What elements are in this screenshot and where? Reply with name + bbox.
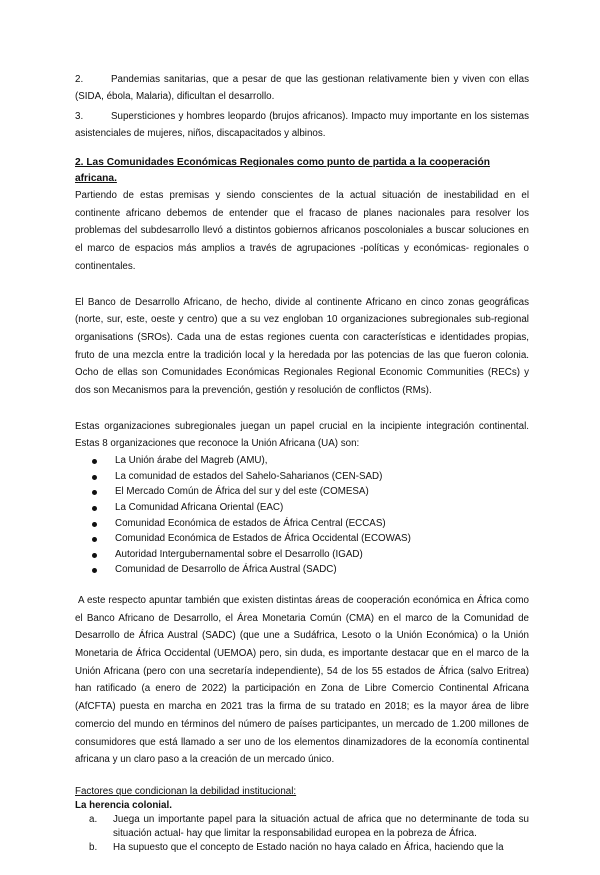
paragraph: El Banco de Desarrollo Africano, de hecho, divide al continente Africano en cinco zonas geográficas (norte, sur, este, oeste y centro) que a su vez engloban 10 organizaciones subregionales sub-regional organisations (SROs). Cada una de estas regiones cuenta con características e identidades propias, fruto de una mezcla entre la tradición local y la heredada por las potencias de las que fueron colonia. Ocho de ellas son Comunidades Económicas Regionales Regional Economic Communities (RECs) y dos son Mecanismos para la prevención, gestión y resolución de conflictos (RMs). [75, 296, 529, 397]
colonial-heading: La herencia colonial. [75, 799, 172, 811]
list-item: El Mercado Común de África del sur y del este (COMESA) [75, 484, 529, 500]
paragraph: Partiendo de estas premisas y siendo conscientes de la actual situación de inestabilidad en el continente africano debemos de entender que el fracaso de planes nacionales para resolver los problemas del subdesarrollo llevó a distintos gobiernos africanos poscoloniales a buscar soluciones en el marco de espacios más amplios a través de agrupaciones -políticas y económicas- regionales o continentales. [75, 190, 529, 272]
item-marker: b. [89, 841, 98, 853]
paragraph: Estas organizaciones subregionales juegan un papel crucial en la incipiente integración continental. Estas 8 organizaciones que reconoce la Unión Africana (UA) son: [75, 420, 529, 450]
item-text: Supersticiones y hombres leopardo (brujos africanos). Impacto muy importante en los sistemas asistenciales de mujeres, niños, discapacitados y albinos. [75, 111, 529, 139]
list-item: La Unión árabe del Magreb (AMU), [75, 453, 529, 469]
list-item: La Comunidad Africana Oriental (EAC) [75, 500, 529, 516]
section-heading: 2. Las Comunidades Económicas Regionales como punto de partida a la cooperación africana. [75, 157, 490, 184]
item-number: 2. [75, 74, 84, 85]
item-marker: a. [89, 813, 98, 825]
list-item [75, 813, 529, 841]
item-text: Ha supuesto que el concepto de Estado nación no haya calado en África, haciendo que la [113, 841, 504, 853]
numbered-item [75, 71, 529, 105]
numbered-item [75, 108, 529, 142]
colonial-list [75, 813, 529, 855]
factors-heading: Factores que condicionan la debilidad institucional: [75, 785, 297, 797]
paragraph: A este respecto apuntar también que existen distintas áreas de cooperación económica en África como el Banco Africano de Desarrollo, el Área Monetaria Común (CMA) en el marco de la Comunidad de Desarrollo de África Austral (SADC) (que une a Sudáfrica, Lesoto o la Unión Económica) o la Unión Monetaria de África Occidental (UEMOA) pero, sin duda, es importante destacar que en el marco de la Unión Africana (pero con una secretaría independiente), 54 de los 55 estados de África (salvo Eritrea) han ratificado (a enero de 2022) la participación en Zona de Libre Comercio Continental Africana (AfCFTA) puesta en marcha en 2021 tras la firma de su tratado en 2018; es la mayor área de libre comercio del mundo en términos del número de países participantes, un mercado de 1.200 millones de consumidores que está llamado a ser uno de los elementos dinamizadores de la economía continental africana y un claro paso a la creación de un mercado único. [75, 594, 529, 766]
list-item: Autoridad Intergubernamental sobre el Desarrollo (IGAD) [75, 547, 529, 563]
list-item: Comunidad Económica de Estados de África Occidental (ECOWAS) [75, 531, 529, 547]
list-item: Comunidad de Desarrollo de África Austral (SADC) [75, 562, 529, 578]
list-item: Comunidad Económica de estados de África Central (ECCAS) [75, 516, 529, 532]
item-text: Juega un importante papel para la situación actual de africa que no determinante de toda su situación actual- hay que limitar la responsabilidad europea en la pobreza de África. [113, 813, 529, 839]
item-number: 3. [75, 111, 84, 122]
item-text: Pandemias sanitarias, que a pesar de que las gestionan relativamente bien y viven con ellas (SIDA, ébola, Malaria), dificultan el desarrollo. [75, 74, 529, 102]
organizations-list [75, 453, 529, 578]
list-item: La comunidad de estados del Sahelo-Saharianos (CEN-SAD) [75, 469, 529, 485]
